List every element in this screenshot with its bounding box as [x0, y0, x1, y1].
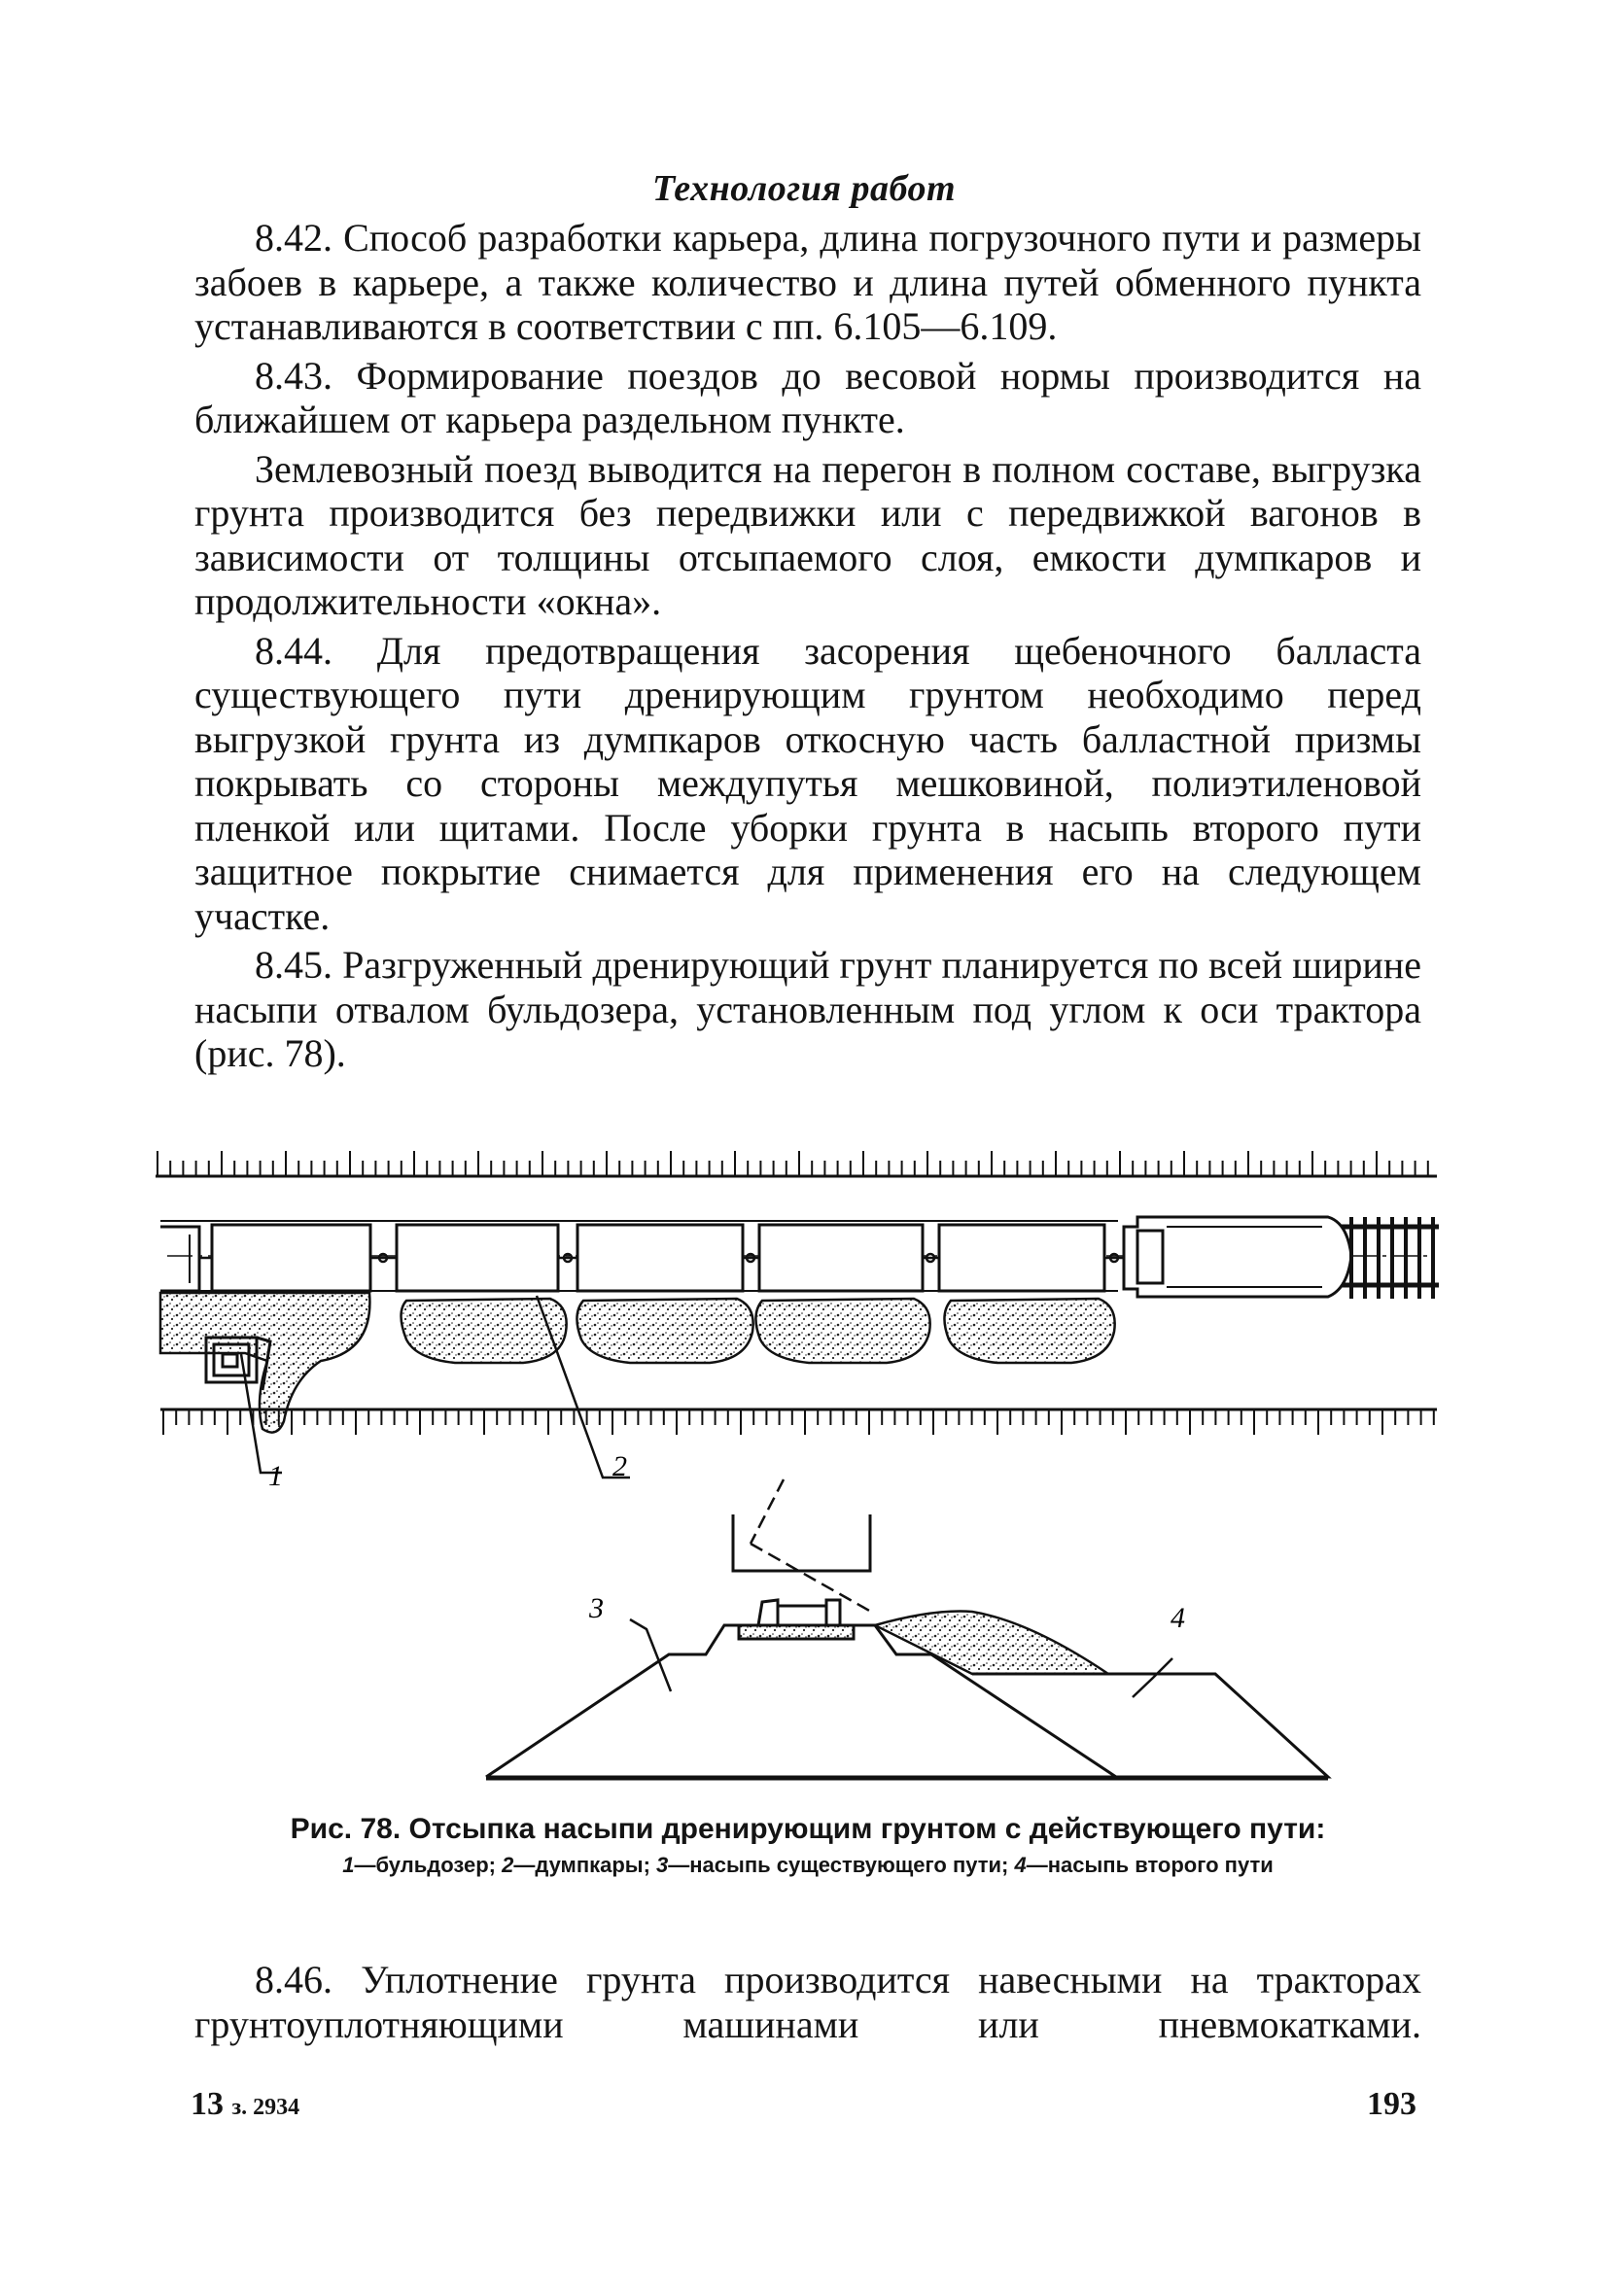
- callout-3: 3: [589, 1592, 604, 1624]
- section-title: Технология работ: [651, 168, 957, 209]
- printer-signature: [191, 2086, 299, 2123]
- paragraph-train: Землевозный поезд выводится на перегон в полном составе, выгрузка грунта производится без передвижки или с передвижкой вагонов в зависимости от толщины отсыпаемого слоя, емкости думпкаров и продолжительности «окна».: [194, 446, 1421, 623]
- soil-pile: [577, 1299, 752, 1363]
- paragraph-8-44: 8.44. Для предотвращения засорения щебеночного балласта существующего пути дренирующим грунтом необходимо перед выгрузкой грунта из думпкаров откосную часть балластной призмы покрывать со стороны междупутья мешковиной, полиэтиленовой пленкой или щитами. После уборки грунта в насыпь второго пути защитное покрытие снимается для применения его на следующем участке.: [194, 628, 1421, 938]
- bottom-ruler: [160, 1409, 1437, 1435]
- legend-num-2: 2: [502, 1853, 514, 1877]
- callout-1: 1: [268, 1460, 283, 1492]
- legend-text-3: —насыпь существующего пути;: [668, 1853, 1015, 1877]
- legend-num-4: 4: [1014, 1853, 1027, 1877]
- legend-text-1: —бульдозер;: [354, 1853, 503, 1877]
- callout-4: 4: [1171, 1602, 1185, 1634]
- top-ruler: [156, 1151, 1437, 1176]
- legend-num-3: 3: [656, 1853, 669, 1877]
- second-track-embankment: [486, 1674, 1328, 1777]
- dumpcar: [939, 1225, 1104, 1291]
- sleeper: [739, 1625, 854, 1639]
- callout-2: 2: [612, 1450, 627, 1482]
- dumpcar: [577, 1225, 743, 1291]
- body-text-after-figure: [194, 1958, 1421, 2046]
- paragraph-8-45: 8.45. Разгруженный дренирующий грунт планируется по всей ширине насыпи отвалом бульдозера, установленным под углом к оси трактора (рис. 78).: [194, 943, 1421, 1075]
- paragraph-8-46: 8.46. Уплотнение грунта производится навесными на тракторах грунтоуплотняющими машинами или пневмокатками.: [194, 1958, 1421, 2046]
- dumpcar-section: [733, 1514, 870, 1571]
- caption-title: Рис. 78. Отсыпка насыпи дренирующим грунтом с действующего пути:: [290, 1813, 1326, 1845]
- dumpcar: [759, 1225, 923, 1291]
- locomotive: [1124, 1217, 1351, 1297]
- page-number: 193: [1367, 2086, 1416, 2122]
- figure-caption: [194, 1810, 1421, 1882]
- dumpcar: [397, 1225, 558, 1291]
- caption-legend: [194, 1849, 1421, 1882]
- dumpcars: [160, 1225, 1104, 1291]
- soil-pile: [944, 1299, 1114, 1363]
- legend-text-2: —думпкары;: [513, 1853, 657, 1877]
- legend-text-4: —насыпь второго пути: [1026, 1853, 1274, 1877]
- dumped-soil: [875, 1612, 1108, 1674]
- paragraph-8-43: 8.43. Формирование поездов до весовой нормы производится на ближайшем от карьера раздельном пункте.: [194, 353, 1421, 441]
- track: [1342, 1217, 1439, 1299]
- signature-number: 13: [191, 2086, 224, 2122]
- signature-text: з. 2934: [231, 2095, 300, 2120]
- dumpcar: [212, 1225, 370, 1291]
- legend-num-1: 1: [342, 1853, 355, 1877]
- paragraph-8-42: 8.42. Способ разработки карьера, длина погрузочного пути и размеры забоев в карьере, а также количество и длина путей обменного пункта устанавливаются в соответствии с пп. 6.105—6.109.: [194, 216, 1421, 348]
- soil-pile: [755, 1299, 929, 1363]
- cross-section: [486, 1479, 1328, 1779]
